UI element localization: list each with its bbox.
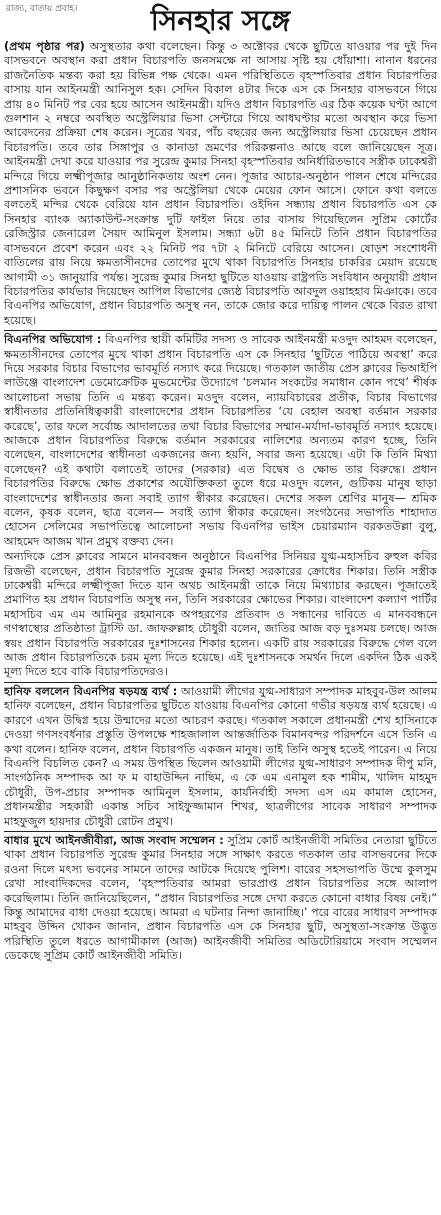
section-bnp-allegation (4, 333, 437, 549)
article-body (4, 40, 437, 1211)
subheading: বাধার মুখে আইনজীবীরা, আজ সংবাদ সম্মেলন : (4, 833, 224, 847)
headline: সিনহার সঙ্গে (150, 4, 291, 37)
page-top-line: রাজ্য, বাতায় প্রবাহ। (6, 4, 78, 14)
paragraph-text: অসুস্থতার কথা বলেছেন। কিন্তু ৩ অক্টোবর থেকে ছুটিতে যাওয়ার পর দুই দিন বাসভবনে অবস্থান করা প্রধান বিচারপতি জনসমক্ষে না আসায় সৃষ্টি হয় ধোঁয়াশা। নানান ধরনের রাজনৈতিক মন্তব্য করা হয় বিভিন্ন পক্ষ থেকে। এমন পরিস্থিতিতে বৃহস্পতিবার প্রধান বিচারপতির বাসায় যান আইনমন্ত্রী আনিসুল হক। সেদিন বিকাল ৪টার দিকে এস কে সিনহার বাসভবনে গিয়ে প্রায় ৪০ মিনিট পর বের হয়ে আসেন আইনমন্ত্রী। যদিও প্রধান বিচারপতি এর ঠিক কয়েক ঘণ্টা আগে গুলশান ২ নম্বরে অবস্থিত অস্ট্রেলিয়ার ভিসা সেন্টারে গিয়ে আধঘণ্টার মতো অবস্থান করে ভিসা আবেদনের প্রক্রিয়া শেষ করেন। সূত্রের খবর, পাঁচ বছরের জন্য অস্ট্রেলিয়ার ভিসা চেয়েছেন প্রধান বিচারপতি। তবে তার সিঙ্গাপুর ও কানাডা ভ্রমণের পরিকল্পনাও আছে বলে জানিয়েছেন সূত্র। আইনমন্ত্রী দেখা করে যাওয়ার পর সুরেন্দ্র কুমার সিনহা বৃহস্পতিবার অনির্ধারিতভাবে সস্ত্রীক ঢাকেশ্বরী মন্দিরে গিয়ে লক্ষ্মীপূজার আনুষ্ঠানিকতায় অংশ নেন। পূজার আচার-অনুষ্ঠান পালন শেষে মন্দিরের প্রশাসনিক ভবনে কিছুক্ষণ বসার পর অস্ট্রেলিয়া থেকে মেয়ের ফোন আসে। ফোনে কথা বলতে বলতেই মন্দির থেকে বেরিয়ে যান প্রধান বিচারপতি। ওইদিন সন্ধ্যায় প্রধান বিচারপতি এস কে সিনহার ব্যাংক অ্যাকাউন্ট-সংক্রান্ত দুটি ফাইল নিয়ে তার বাসায় গিয়েছিলেন সুপ্রিম কোর্টের রেজিস্ট্রার জেনারেল সৈয়দ আমিনুল ইসলাম। সন্ধ্যা ৬টা ৪৫ মিনিটে তিনি প্রধান বিচারপতির বাসভবনে প্রবেশ করেন এবং ২২ মিনিট পর ৭টা ২ মিনিটে বেরিয়ে আসেন। ষোড়শ সংশোধনী বাতিলের রায় নিয়ে ক্ষমতাসীনদের তোপের মুখে থাকা বিচারপতি সিনহার চাকরির মেয়াদ রয়েছে আগামী ৩১ জানুয়ারি পর্যন্ত। সুরেন্দ্র কুমার সিনহা ছুটিতে যাওয়ায় রাষ্ট্রপতি সংবিধান অনুযায়ী প্রধান বিচারপতির কার্যভার দিয়েছেন আপিল বিভাগের জ্যেষ্ঠ বিচারপতি আবদুল ওয়াহহাব মিঞাকে। তবে বিএনপির অভিযোগ, প্রধান বিচারপতি অসুস্থ নন, তাকে জোর করে দায়িত্ব পালন থেকে বিরত রাখা হয়েছে। (4, 40, 437, 327)
paragraph-text: বিএনপির স্থায়ী কমিটির সদস্য ও সাবেক আইনমন্ত্রী মওদুদ আহমদ বলেছেন, ক্ষমতাসীনদের তোপের মুখে থাকা প্রধান বিচারপতি এস কে সিনহার ‘ছুটিতে পাঠিয়ে অবস্থা’ করে দিয়ে সরকার বিচার বিভাগের ভাবমূর্তি নস্যাৎ করে দিয়েছে। গতকাল জাতীয় প্রেস ক্লাবের ভিআইপি লাউঞ্জে বাংলাদেশ ডেমোক্রেটিক মুভমেন্টের উদ্যোগে ‘চলমান সংকটের সমাধান কোন পথে’ শীর্ষক আলোচনা সভায় তিনি এ মন্তব্য করেন। মওদুদ বলেন, ন্যায়বিচারের প্রতীক, বিচার বিভাগের স্বাধীনতার প্রতিনিধিত্বকারী বাংলাদেশের প্রধান বিচারপতির ‘যে বেহাল অবস্থা বর্তমান সরকার করেছে’, তার ফলে সর্বোচ্চ আদালতের তথা বিচার বিভাগের সম্মান-মর্যাদা-ভাবমূর্তি নস্যাৎ হয়েছে। আজকে প্রধান বিচারপতির বিরুদ্ধে বর্তমান সরকারের নালিশের অন্যতম কারণ হচ্ছে, তিনি বলেছেন, বাংলাদেশের স্বাধীনতা একজনের জন্য হয়নি, সবার জন্য হয়েছে। এটা কি তিনি মিথ্যা বলেছেন? এই কথাটা বলাতেই তাদের (সরকার) এত বিদ্বেষ ও ক্ষোভ তার বিরুদ্ধে। প্রধান বিচারপতির বিরুদ্ধে ক্ষোভ প্রকাশের অযৌক্তিকতা তুলে ধরে মওদুদ বলেন, গুটিকয় মানুষ ছাড়া বাংলাদেশের স্বাধীনতার জন্য সবাই ত্যাগ স্বীকার করেছেন। দেশের সকল শ্রেণির মানুষ— শ্রমিক বলেন, কৃষক বলেন, ছাত্র বলেন— সবাই ত্যাগ স্বীকার করেছেন। সংগঠনের সভাপতি শাহাদাত হোসেন সেলিমের সভাপতিত্বে আলোচনা সভায় বিএনপির ভাইস চেয়ারম্যান বরকতউল্লা বুলু, আহমেদ আজম খান প্রমুখ বক্তব্য দেন। (4, 333, 437, 548)
paragraph-text: অন্যদিকে প্রেস ক্লাবের সামনে মানববন্ধন অনুষ্ঠানে বিএনপির সিনিয়র যুগ্ম-মহাসচিব রুহুল কবির রিজভী বলেছেন, প্রধান বিচারপতি সুরেন্দ্র কুমার সিনহা সরকারের ক্রোধের শিকার। তিনি সস্ত্রীক ঢাকেশ্বরী মন্দিরে লক্ষ্মীপূজা দিতে যান অথচ আইনমন্ত্রী তাকে নিয়ে মিথ্যাচার করছেন। পূজাতেই প্রমাণিত হয় প্রধান বিচারপতি অসুস্থ নন, তিনি সরকারের ক্ষোভের শিকার। বাংলাদেশ কল্যাণ পার্টির মহাসচিব এম এম আমিনুর রহমানকে অপহরণের প্রতিবাদ ও সন্ধানের দাবিতে এ মানববন্ধনে গণস্বাস্থ্যের প্রতিষ্ঠাতা ট্রাস্টি ডা. জাফরুল্লাহ চৌধুরী বলেন, জাতির আজ বড় দুঃসময় চলছে। আজ স্বয়ং প্রধান বিচারপতি সরকারের দুঃশাসনের শিকার হলেন। একটি রায় সরকারের বিরুদ্ধে গেল বলে আজ প্রধান বিচারপতিকে চরম মূল্য দিতে হয়েছে। এই দুঃশাসনকে সমর্থন দিলে একদিন ঠিক একই মূল্য দিতে হবে বাকি বিচারপতিদেরও। (4, 550, 437, 679)
subheading: বিএনপির অভিযোগ : (4, 333, 102, 347)
subheading: হানিফ বললেন বিএনপির ষড়যন্ত্র ব্যর্থ : (4, 684, 178, 698)
paragraph-text: আওয়ামী লীগের যুগ্ম-সাধারণ সম্পাদক মাহবুব-উল আলম হানিফ বলেছেন, প্রধান বিচারপতির ছুটিতে যাওয়ায় বিএনপির কোনো গভীর ষড়যন্ত্র ব্যর্থ হয়েছে। এ কারণে এখন উদ্বিগ্ন হয়ে উন্মাদের মতো আচরণ করছে। গতকাল সকালে প্রধানমন্ত্রী শেখ হাসিনাকে দেওয়া গণসংবর্ধনার প্রস্তুতি উপলক্ষে শাহজালাল আন্তর্জাতিক বিমানবন্দর পরিদর্শনে এসে তিনি এ কথা বলেন। হানিফ বলেন, প্রধান বিচারপতি একজন মানুষ। তাই তিনি অসুস্থ হতেই পারেন। এ নিয়ে বিএনপি বিচলিত কেন? এ সময় উপস্থিত ছিলেন আওয়ামী লীগের যুগ্ম-সাধারণ সম্পাদক দীপু মনি, সাংগঠনিক সম্পাদক আ ফ ম বাহাউদ্দিন নাছিম, এ কে এম এনামুল হক শামীম, খালিদ মাহমুদ চৌধুরী, উপ-প্রচার সম্পাদক আমিনুল ইসলাম, কার্যনির্বাহী সদস্য এস এম কামাল হোসেন, প্রধানমন্ত্রীর সহকারী একান্ত সচিব সাইফুজ্জামান শিখর, ছাত্রলীগের সাবেক সাধারণ সম্পাদক মাহফুজুল হায়দার চৌধুরী রোটন প্রমুখ। (4, 684, 437, 828)
section-hanif (4, 685, 437, 829)
divider (4, 682, 437, 683)
divider (4, 831, 437, 832)
divider (4, 330, 437, 331)
section-rizvi (4, 550, 437, 680)
paragraph-text: সুপ্রিম কোর্ট আইনজীবী সমিতির নেতারা ছুটিতে থাকা প্রধান বিচারপতি সুরেন্দ্র কুমার সিনহার সঙ্গে সাক্ষাৎ করতে গতকাল তার বাসভবনের দিকে রওনা দিলে মৎস্য ভবনের সামনে তাদের আটকে দিয়েছে পুলিশ। বারের সহসভাপতি উম্মে কুলসুম রেখা সাংবাদিকদের বলেন, ‘বৃহস্পতিবার আমরা ভারপ্রাপ্ত প্রধান বিচারপতির সঙ্গে আলাপ করেছিলাম। তিনি জানিয়েছিলেন, “প্রধান বিচারপতির সঙ্গে দেখা করতে কোনো বাধার বিষয় নেই।” কিন্তু আমাদের বাধা দেওয়া হয়েছে। আমরা এ ঘটনার নিন্দা জানাচ্ছি।’ পরে বারের সাধারণ সম্পাদক মাহবুব উদ্দিন খোকন জানান, প্রধান বিচারপতি এস কে সিনহার ছুটি, অসুস্থতা-সংক্রান্ত উদ্ভূত পরিস্থিতি তুলে ধরতে আগামীকাল (আজ) আইনজীবী সমিতির অডিটোরিয়ামে সংবাদ সম্মেলন ডেকেছে সুপ্রিম কোর্ট আইনজীবী সমিতি। (4, 833, 437, 963)
section-lawyers (4, 834, 437, 964)
section-continuation (4, 40, 437, 328)
continuation-label: (প্রথম পৃষ্ঠার পর) (4, 40, 85, 53)
